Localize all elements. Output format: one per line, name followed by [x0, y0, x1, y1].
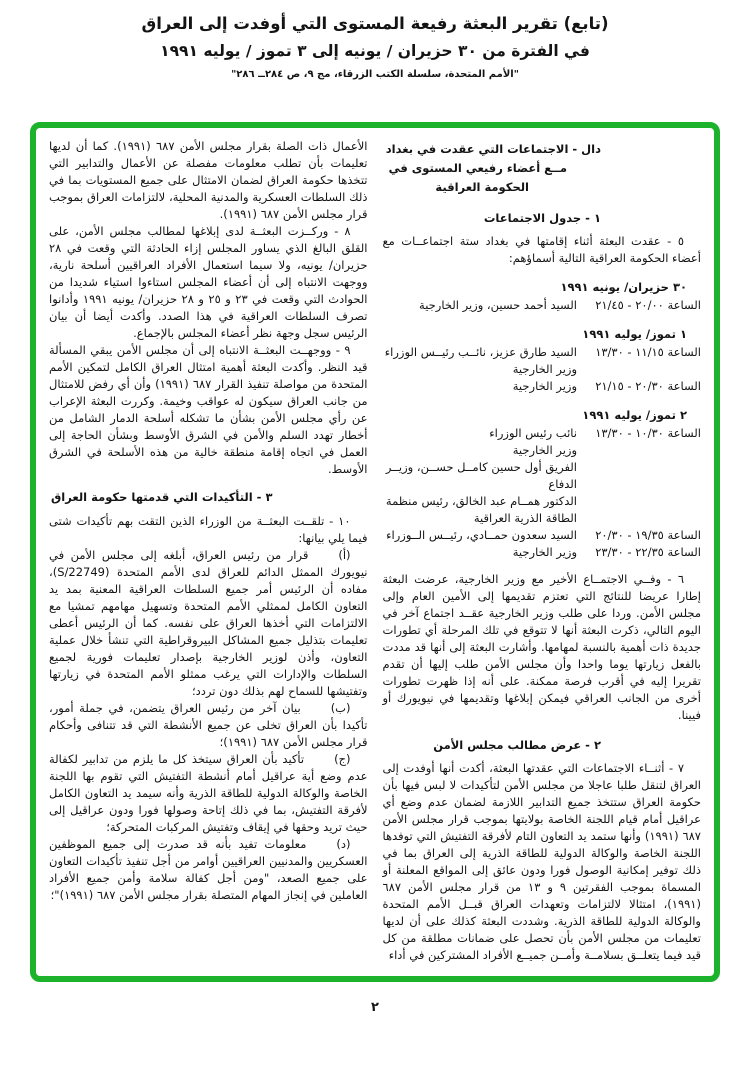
subsection-heading-2: ٢ - عرض مطالب مجلس الأمن [433, 738, 601, 752]
left-column [49, 138, 368, 966]
session-attendee: السيد طارق عزيز، نائــب رئيــس الوزراء [384, 345, 577, 359]
session-time: الساعة ٢٠/٣٠ - ٢١/١٥ [595, 379, 701, 393]
meeting-session [383, 378, 702, 395]
session-attendee: الفريق أول حسين كامــل حســن، وزيــر الدفاع [385, 460, 577, 491]
meeting-schedule [383, 279, 702, 561]
paragraph-7: ٧ - أثنــاء الاجتماعات التي عقدتها البعثة، أكدت أنها أوفدت إلى العراق لتنقل طلبا عاجلا من مجلس الأمن لتأكيدات لا لبس فيها بأن حكومة العراق ستتخذ جميع التدابير اللازمة لضمان عدم وضع أي عراقيل أمام قيام اللجنة الخاصة بولايتها بموجب قرار مجلس الأمن ٦٨٧ (١٩٩١) وأنها ستمد يد التعاون التام لأفرقة التفتيش التي توفدها اللجنة الخاصة والوكالة الدولية للطاقة الذرية إلى العراق بما في ذلك توفير إمكانية الوصول فورا ودون عائق إلى المواقع المعلنة أو المسماة بموجب الفقرتين ٩ و ١٣ من قرار مجلس الأمن ٦٨٧ (١٩٩١)، امتثالا لالتزامات وتعهدات العراق قبــل الأمم المتحدة والوكالة الدولية للطاقة الذرية. وشددت البعثة كذلك على أن لديها تعليمات من مجلس الأمن بأن تحصل على ضمانات مطلقة من كل قيد فيما يتعلــق بسلامــة وأمــن جميــع الأفراد المشتركين في أداء [382, 761, 701, 962]
session-attendee: وزير الخارجية [512, 362, 577, 376]
session-attendee: الدكتور همــام عبد الخالق، رئيس منظمة الطاقة الذرية العراقية [385, 494, 577, 525]
paragraph-5: ٥ - عقدت البعثة أثناء إقامتها في بغداد ستة اجتماعــات مع أعضاء الحكومة العراقية التالية أسماؤهم: [382, 234, 701, 265]
item-d-label: (د) [336, 837, 351, 851]
item-a [49, 547, 368, 700]
session-attendees [383, 297, 578, 314]
session-time: الساعة ١٠/٣٠ - ١٣/٣٠ [595, 426, 701, 440]
item-c-text: تأكيد بأن العراق سيتخذ كل ما يلزم من تدابير لكفالة عدم وضع أية عراقيل أمام أنشطة التفتيش التي تقوم بها اللجنة الخاصة والوكالة الدولية للطاقة الذرية وأنه سيمد يد التعاون الكامل لأفرقة التفتيش، بما في ذلك إتاحة وصولها فورا ودون عراقيل إلى حيث تريد وحقها في إيقاف وتفتيش المركبات المتحركة؛ [49, 752, 368, 834]
session-attendee: وزير الخارجية [512, 443, 577, 457]
session-time: الساعة ٢٢/٣٥ - ٢٣/٣٠ [595, 545, 701, 559]
report-title-line2: في الفترة من ٣٠ حزيران / يونيه إلى ٣ تموز / يوليه ١٩٩١ [160, 42, 590, 60]
meeting-session [383, 425, 702, 527]
section-heading-3: ٣ - التأكيدات التي قدمتها حكومة العراق [50, 490, 273, 504]
item-b-label: (ب) [330, 701, 351, 715]
meeting-session [383, 297, 702, 314]
session-attendee: نائب رئيس الوزراء [489, 426, 577, 440]
document-header [0, 14, 750, 80]
meeting-session [383, 344, 702, 378]
subsection-heading-1: ١ - جدول الاجتماعات [483, 211, 601, 225]
session-time: الساعة ١٩/٣٥ - ٢٠/٣٠ [595, 528, 701, 542]
session-attendee: وزير الخارجية [512, 545, 577, 559]
two-column-layout [49, 138, 701, 966]
meeting-date: ١ تموز/ يوليه ١٩٩١ [582, 327, 687, 341]
section-heading-dal-line2: مــع أعضاء رفيعي المستوى في [388, 161, 567, 175]
item-b-text: بيان آخر من رئيس العراق يتضمن، في جملة أمور، تأكيدا بأن العراق تخلى عن جميع الأنشطة التي قد تتنافى وأحكام قرار مجلس الأمن ٦٨٧ (١٩٩١)؛ [49, 701, 368, 749]
item-a-text: قرار من رئيس العراق، أبلغه إلى مجلس الأمن في نيويورك الممثل الدائم للعراق لدى الأمم المتحدة (S/22749)، مفاده أن الرئيس أمر جميع السلطات العراقية المعنية بمد يد التعاون الكامل لممثلي الأمم المتحدة وتسهيل مهامهم تمشيا مع الالتزامات التي أخذها العراق على نفسه. كما أن الرئيس أعطى تعليمات بتذليل جميع المشاكل البيروقراطية التي تنشأ خلال عملية التعاون، وأذن لوزير الخارجية بإصدار تعليمات فورية لجميع السلطات والإدارات التي يرغب ممثلو الأمم المتحدة في زيارتها وتفتيشها للسماح لهم بذلك دون تردد؛ [49, 548, 368, 698]
session-attendees [383, 344, 578, 378]
meeting-group [383, 326, 702, 395]
paragraph-10: ١٠ - تلقــت البعثــة من الوزراء الذين التقت بهم تأكيدات شتى فيما يلي بيانها: [49, 514, 368, 545]
session-attendees [383, 544, 578, 561]
section-heading-dal [383, 140, 602, 197]
item-d-text: معلومات تفيد بأنه قد صدرت إلى جميع الموظفين العسكريين والمدنيين العراقيين أوامر من أجل تنفيذ تأكيدات التعاون على جميع الصعد، "ومن أجل كفالة سلامة وأمن جميع الأفراد العاملين في إنجاز المهام المتصلة بقرار مجلس الأمن ٦٨٧ (١٩٩١)"؛ [49, 837, 368, 902]
item-d [49, 836, 368, 904]
session-attendees [383, 425, 578, 527]
session-attendee: السيد أحمد حسين، وزير الخارجية [419, 298, 577, 312]
session-attendee: السيد سعدون حمــادي، رئيــس الــوزراء [386, 528, 577, 542]
report-title-line1: (تابع) تقرير البعثة رفيعة المستوى التي أوفدت إلى العراق [141, 14, 609, 33]
page-number: ٢ [371, 1000, 379, 1015]
continuation-paragraph: الأعمال ذات الصلة بقرار مجلس الأمن ٦٨٧ (١٩٩١). كما أن لديها تعليمات بأن تطلب معلومات مفصلة عن الأعمال والتدابير التي تتخذها حكومة العراق لضمان الامتثال على جميع المستويات بما في ذلك السلطات العسكرية والمدنية المحلية، لالتزامات العراق بموجب قرار مجلس الأمن ٦٨٧ (١٩٩١). [49, 139, 368, 221]
section-heading-dal-line3: الحكومة العراقية [435, 180, 529, 194]
session-attendees [383, 378, 578, 395]
session-time: الساعة ١١/١٥ - ١٣/٣٠ [595, 345, 701, 359]
item-b [49, 700, 368, 751]
meeting-group [383, 279, 702, 314]
section-heading-dal-line1: دال - الاجتماعات التي عقدت في بغداد [385, 142, 601, 156]
paragraph-8: ٨ - وركــزت البعثــة لدى إبلاغها لمطالب مجلس الأمن، على القلق البالغ الذي يساور المجلس إزاء الحادثة التي وقعت في ٢٨ حزيران/ يونيه، ولا سيما استعمال الأفراد العراقيين أسلحة نارية، ووجهت الانتباه إلى أن أعضاء المجلس استاءوا استياء شديدا من الحوادث التي وقعت في ٢٣ و ٢٥ و ٢٨ حزيران/ يونيه ١٩٩١ وأدانوا تصرف السلطات العراقية في هذا الصدد. وأكدت أيضا أن بيان الرئيس سجل وجهة نظر أعضاء المجلس بالإجماع. [49, 224, 368, 340]
session-attendees [383, 527, 578, 544]
item-c-label: (ج) [334, 752, 351, 766]
session-attendee: وزير الخارجية [512, 379, 577, 393]
paragraph-6: ٦ - وفــي الاجتمــاع الأخير مع وزير الخارجية، عرضت البعثة إطارا عريضا للنتائج التي تعتزم تقديمها إلى الأمين العام وإلى مجلس الأمن. وردا على طلب وزير الخارجية عقــد اجتماع آخر في اليوم التالي، ذكرت البعثة أنها لا تتوقع في تلك المرحلة أي تطورات جديدة ذات أهمية بالنسبة لمهامها. وأشارت البعثة إلى أنها قد مددت بالفعل زيارتها يوما واحدا وأن مجلس الأمن طلب إليها أن تقدم تقريرا إليه في أقرب فرصة ممكنة. على أنه إذا ظهرت تطورات أخرى من الجانب العراقي فيمكن إبلاغها وتقديمها في نيويورك أو فيينا. [382, 572, 701, 722]
meeting-session [383, 527, 702, 544]
green-border-frame [30, 122, 720, 982]
item-c [49, 751, 368, 836]
paragraph-9: ٩ - ووجهــت البعثــة الانتباه إلى أن مجلس الأمن يبقي المسألة قيد النظر. وأكدت البعثة أهمية امتثال العراق الكامل لتمكين الأمم المتحدة من مواصلة تنفيذ القرار ٦٨٧ (١٩٩١) وأن أي رفض للامتثال من جانب العراق سيكون له عواقب وخيمة. وكررت البعثة الإعراب عن رأي مجلس الأمن بشأن ما تشكله أسلحة الدمار الشامل من أخطار تهدد السلم والأمن في الشرق الأوسط وبشأن الحاجة إلى العمل في اتجاه إقامة منطقة خالية من هذه الأسلحة في الشرق الأوسط. [49, 343, 368, 476]
item-a-label: (أ) [338, 548, 351, 562]
meeting-date: ٢ تموز/ يوليه ١٩٩١ [582, 408, 687, 422]
right-column [383, 138, 702, 966]
meeting-group [383, 407, 702, 561]
meeting-session [383, 544, 702, 561]
source-citation: "الأمم المتحدة، سلسلة الكتب الزرقاء، مج ٩، ص ٢٨٤ــ ٢٨٦" [231, 69, 519, 80]
session-time: الساعة ٢٠/٠٠ - ٢١/٤٥ [595, 298, 701, 312]
meeting-date: ٣٠ حزيران/ يونيه ١٩٩١ [560, 280, 687, 294]
